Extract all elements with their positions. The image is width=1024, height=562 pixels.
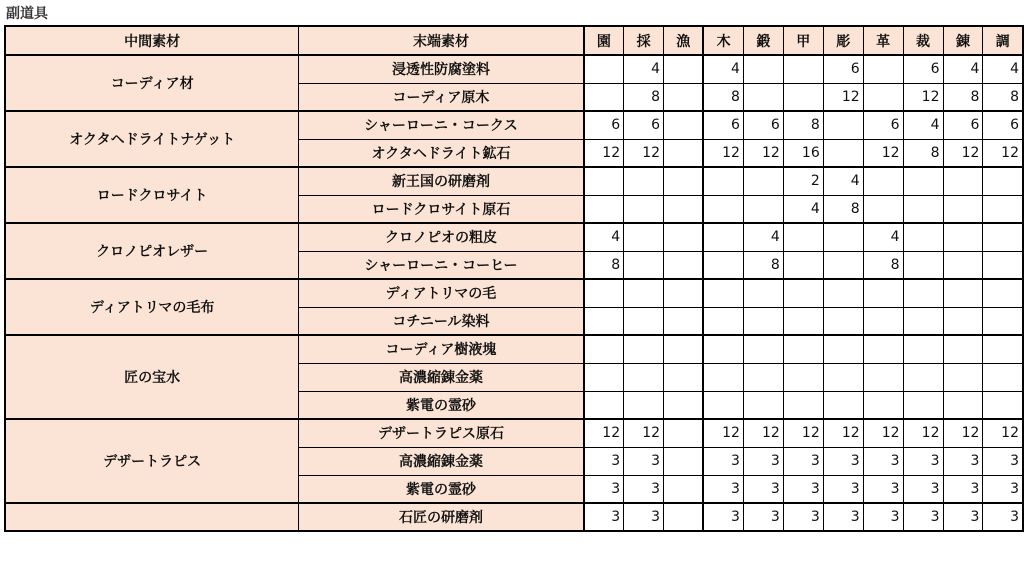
quantity-cell[interactable] <box>584 363 624 391</box>
quantity-cell[interactable]: 4 <box>703 55 743 83</box>
quantity-cell[interactable]: 2 <box>783 167 823 195</box>
quantity-cell[interactable] <box>703 195 743 223</box>
quantity-cell[interactable] <box>703 391 743 419</box>
quantity-cell[interactable] <box>823 363 863 391</box>
quantity-cell[interactable] <box>943 363 983 391</box>
quantity-cell[interactable]: 8 <box>624 83 664 111</box>
quantity-cell[interactable]: 8 <box>703 83 743 111</box>
quantity-cell[interactable] <box>743 167 783 195</box>
quantity-cell[interactable] <box>903 363 943 391</box>
quantity-cell[interactable]: 3 <box>703 503 743 531</box>
quantity-cell[interactable]: 3 <box>863 475 903 503</box>
quantity-cell[interactable]: 6 <box>823 55 863 83</box>
terminal-material-cell[interactable]: 紫電の霊砂 <box>299 391 584 419</box>
quantity-cell[interactable]: 6 <box>584 111 624 139</box>
quantity-cell[interactable] <box>624 391 664 419</box>
terminal-material-cell[interactable]: クロノピオの粗皮 <box>299 223 584 251</box>
quantity-cell[interactable] <box>743 279 783 307</box>
quantity-cell[interactable] <box>783 335 823 363</box>
intermediate-material-cell[interactable]: コーディア材 <box>5 55 299 111</box>
quantity-cell[interactable]: 8 <box>903 139 943 167</box>
quantity-cell[interactable]: 4 <box>903 111 943 139</box>
quantity-cell[interactable] <box>823 223 863 251</box>
quantity-cell[interactable] <box>823 391 863 419</box>
quantity-cell[interactable]: 8 <box>823 195 863 223</box>
intermediate-material-cell[interactable]: ディアトリマの毛布 <box>5 279 299 335</box>
quantity-cell[interactable] <box>664 419 704 447</box>
quantity-cell[interactable]: 3 <box>624 447 664 475</box>
quantity-cell[interactable] <box>783 307 823 335</box>
quantity-cell[interactable] <box>664 251 704 279</box>
quantity-cell[interactable] <box>903 391 943 419</box>
quantity-cell[interactable] <box>983 167 1023 195</box>
quantity-cell[interactable]: 3 <box>624 503 664 531</box>
quantity-cell[interactable]: 6 <box>703 111 743 139</box>
header-craft[interactable]: 彫 <box>823 26 863 55</box>
quantity-cell[interactable]: 8 <box>584 251 624 279</box>
table-row <box>5 167 1023 195</box>
terminal-material-cell[interactable]: オクタヘドライト鉱石 <box>299 139 584 167</box>
quantity-cell[interactable] <box>903 223 943 251</box>
quantity-cell[interactable]: 3 <box>943 503 983 531</box>
quantity-cell[interactable]: 16 <box>783 139 823 167</box>
sheet-title: 副道具 <box>6 6 48 22</box>
terminal-material-cell[interactable]: 石匠の研磨剤 <box>299 503 584 531</box>
quantity-cell[interactable] <box>943 167 983 195</box>
quantity-cell[interactable]: 6 <box>743 111 783 139</box>
quantity-cell[interactable]: 4 <box>983 55 1023 83</box>
quantity-cell[interactable] <box>823 111 863 139</box>
header-terminal[interactable]: 末端素材 <box>299 26 584 55</box>
quantity-cell[interactable]: 3 <box>983 475 1023 503</box>
quantity-cell[interactable]: 3 <box>823 447 863 475</box>
quantity-cell[interactable] <box>903 167 943 195</box>
header-craft[interactable]: 錬 <box>943 26 983 55</box>
quantity-cell[interactable] <box>743 55 783 83</box>
quantity-cell[interactable] <box>624 335 664 363</box>
quantity-cell[interactable] <box>943 335 983 363</box>
quantity-cell[interactable]: 8 <box>983 83 1023 111</box>
quantity-cell[interactable]: 8 <box>783 111 823 139</box>
header-craft[interactable]: 漁 <box>664 26 704 55</box>
quantity-cell[interactable]: 3 <box>703 475 743 503</box>
terminal-material-cell[interactable]: 新王国の研磨剤 <box>299 167 584 195</box>
quantity-cell[interactable] <box>703 335 743 363</box>
quantity-cell[interactable] <box>584 335 624 363</box>
header-craft[interactable]: 鍛 <box>743 26 783 55</box>
quantity-cell[interactable] <box>903 307 943 335</box>
header-intermediate[interactable]: 中間素材 <box>5 26 299 55</box>
quantity-cell[interactable] <box>703 363 743 391</box>
quantity-cell[interactable] <box>584 195 624 223</box>
quantity-cell[interactable]: 3 <box>743 475 783 503</box>
table-row <box>5 279 1023 307</box>
quantity-cell[interactable] <box>743 335 783 363</box>
quantity-cell[interactable] <box>743 363 783 391</box>
quantity-cell[interactable] <box>664 447 704 475</box>
quantity-cell[interactable]: 3 <box>903 503 943 531</box>
quantity-cell[interactable]: 3 <box>783 503 823 531</box>
materials-table <box>4 25 1024 532</box>
quantity-cell[interactable] <box>823 139 863 167</box>
quantity-cell[interactable] <box>664 363 704 391</box>
quantity-cell[interactable]: 12 <box>584 419 624 447</box>
quantity-cell[interactable]: 4 <box>783 195 823 223</box>
quantity-cell[interactable] <box>624 279 664 307</box>
quantity-cell[interactable]: 3 <box>584 447 624 475</box>
quantity-cell[interactable] <box>823 307 863 335</box>
quantity-cell[interactable]: 8 <box>743 251 783 279</box>
intermediate-material-cell[interactable]: デザートラピス <box>5 419 299 503</box>
quantity-cell[interactable] <box>664 83 704 111</box>
quantity-cell[interactable]: 3 <box>783 447 823 475</box>
quantity-cell[interactable]: 12 <box>624 139 664 167</box>
quantity-cell[interactable]: 12 <box>743 139 783 167</box>
quantity-cell[interactable]: 6 <box>624 111 664 139</box>
quantity-cell[interactable] <box>983 363 1023 391</box>
quantity-cell[interactable] <box>903 195 943 223</box>
quantity-cell[interactable] <box>943 223 983 251</box>
table-row <box>5 419 1023 447</box>
quantity-cell[interactable] <box>863 391 903 419</box>
quantity-cell[interactable]: 12 <box>903 419 943 447</box>
header-craft[interactable]: 園 <box>584 26 624 55</box>
quantity-cell[interactable]: 3 <box>943 475 983 503</box>
quantity-cell[interactable] <box>863 307 903 335</box>
quantity-cell[interactable] <box>703 307 743 335</box>
header-craft[interactable]: 革 <box>863 26 903 55</box>
header-craft[interactable]: 甲 <box>783 26 823 55</box>
quantity-cell[interactable] <box>584 307 624 335</box>
quantity-cell[interactable] <box>823 279 863 307</box>
quantity-cell[interactable] <box>664 167 704 195</box>
table-row <box>5 111 1023 139</box>
quantity-cell[interactable] <box>983 195 1023 223</box>
quantity-cell[interactable] <box>983 307 1023 335</box>
quantity-cell[interactable]: 3 <box>863 447 903 475</box>
quantity-cell[interactable]: 12 <box>983 139 1023 167</box>
quantity-cell[interactable] <box>664 391 704 419</box>
quantity-cell[interactable]: 4 <box>584 223 624 251</box>
quantity-cell[interactable] <box>624 307 664 335</box>
quantity-cell[interactable] <box>943 307 983 335</box>
quantity-cell[interactable] <box>703 167 743 195</box>
quantity-cell[interactable]: 3 <box>743 503 783 531</box>
quantity-cell[interactable] <box>664 475 704 503</box>
quantity-cell[interactable]: 3 <box>703 447 743 475</box>
quantity-cell[interactable] <box>584 55 624 83</box>
quantity-cell[interactable] <box>983 391 1023 419</box>
terminal-material-cell[interactable]: 高濃縮錬金薬 <box>299 447 584 475</box>
quantity-cell[interactable]: 6 <box>943 111 983 139</box>
quantity-cell[interactable]: 6 <box>903 55 943 83</box>
quantity-cell[interactable]: 3 <box>903 447 943 475</box>
quantity-cell[interactable]: 3 <box>624 475 664 503</box>
header-row <box>5 26 1023 55</box>
quantity-cell[interactable]: 3 <box>823 475 863 503</box>
quantity-cell[interactable] <box>664 223 704 251</box>
quantity-cell[interactable] <box>823 335 863 363</box>
quantity-cell[interactable]: 12 <box>624 419 664 447</box>
quantity-cell[interactable] <box>743 195 783 223</box>
quantity-cell[interactable] <box>863 279 903 307</box>
quantity-cell[interactable] <box>863 55 903 83</box>
terminal-material-cell[interactable]: シャーローニ・コークス <box>299 111 584 139</box>
quantity-cell[interactable]: 12 <box>983 419 1023 447</box>
quantity-cell[interactable]: 12 <box>903 83 943 111</box>
intermediate-material-cell[interactable]: 匠の宝水 <box>5 335 299 419</box>
quantity-cell[interactable]: 12 <box>703 139 743 167</box>
quantity-cell[interactable]: 4 <box>943 55 983 83</box>
quantity-cell[interactable] <box>863 195 903 223</box>
quantity-cell[interactable]: 3 <box>903 475 943 503</box>
quantity-cell[interactable]: 4 <box>863 223 903 251</box>
quantity-cell[interactable] <box>783 391 823 419</box>
quantity-cell[interactable] <box>664 195 704 223</box>
quantity-cell[interactable]: 3 <box>584 475 624 503</box>
quantity-cell[interactable]: 12 <box>703 419 743 447</box>
quantity-cell[interactable]: 12 <box>943 419 983 447</box>
quantity-cell[interactable] <box>664 335 704 363</box>
quantity-cell[interactable]: 12 <box>823 419 863 447</box>
quantity-cell[interactable] <box>823 251 863 279</box>
quantity-cell[interactable] <box>584 279 624 307</box>
intermediate-material-cell[interactable]: ロードクロサイト <box>5 167 299 223</box>
quantity-cell[interactable]: 6 <box>983 111 1023 139</box>
quantity-cell[interactable] <box>664 139 704 167</box>
terminal-material-cell[interactable]: ロードクロサイト原石 <box>299 195 584 223</box>
quantity-cell[interactable] <box>664 503 704 531</box>
quantity-cell[interactable] <box>783 83 823 111</box>
quantity-cell[interactable] <box>943 279 983 307</box>
quantity-cell[interactable] <box>584 391 624 419</box>
quantity-cell[interactable]: 12 <box>584 139 624 167</box>
header-craft[interactable]: 木 <box>703 26 743 55</box>
quantity-cell[interactable]: 12 <box>863 419 903 447</box>
quantity-cell[interactable]: 12 <box>943 139 983 167</box>
quantity-cell[interactable]: 3 <box>743 447 783 475</box>
quantity-cell[interactable]: 4 <box>624 55 664 83</box>
quantity-cell[interactable] <box>983 223 1023 251</box>
quantity-cell[interactable] <box>983 251 1023 279</box>
quantity-cell[interactable]: 3 <box>983 503 1023 531</box>
quantity-cell[interactable] <box>983 279 1023 307</box>
quantity-cell[interactable]: 12 <box>823 83 863 111</box>
quantity-cell[interactable] <box>783 223 823 251</box>
quantity-cell[interactable] <box>624 363 664 391</box>
quantity-cell[interactable] <box>783 55 823 83</box>
terminal-material-cell[interactable]: コーディア樹液塊 <box>299 335 584 363</box>
quantity-cell[interactable] <box>584 167 624 195</box>
quantity-cell[interactable] <box>624 195 664 223</box>
header-craft[interactable]: 採 <box>624 26 664 55</box>
quantity-cell[interactable] <box>664 111 704 139</box>
quantity-cell[interactable] <box>664 55 704 83</box>
terminal-material-cell[interactable]: 紫電の霊砂 <box>299 475 584 503</box>
terminal-material-cell[interactable]: ディアトリマの毛 <box>299 279 584 307</box>
header-craft[interactable]: 調 <box>983 26 1023 55</box>
quantity-cell[interactable]: 4 <box>823 167 863 195</box>
intermediate-material-cell[interactable] <box>5 503 299 531</box>
quantity-cell[interactable] <box>863 335 903 363</box>
quantity-cell[interactable] <box>703 223 743 251</box>
quantity-cell[interactable]: 4 <box>743 223 783 251</box>
quantity-cell[interactable]: 3 <box>584 503 624 531</box>
quantity-cell[interactable] <box>863 167 903 195</box>
terminal-material-cell[interactable]: 高濃縮錬金薬 <box>299 363 584 391</box>
quantity-cell[interactable] <box>783 251 823 279</box>
quantity-cell[interactable]: 12 <box>743 419 783 447</box>
quantity-cell[interactable] <box>783 279 823 307</box>
table-row <box>5 503 1023 531</box>
quantity-cell[interactable]: 12 <box>863 139 903 167</box>
quantity-cell[interactable] <box>584 83 624 111</box>
quantity-cell[interactable]: 3 <box>983 447 1023 475</box>
quantity-cell[interactable] <box>664 279 704 307</box>
quantity-cell[interactable] <box>943 195 983 223</box>
quantity-cell[interactable]: 3 <box>863 503 903 531</box>
quantity-cell[interactable] <box>903 251 943 279</box>
quantity-cell[interactable] <box>703 251 743 279</box>
quantity-cell[interactable]: 8 <box>863 251 903 279</box>
quantity-cell[interactable] <box>943 391 983 419</box>
quantity-cell[interactable] <box>863 363 903 391</box>
terminal-material-cell[interactable]: コーディア原木 <box>299 83 584 111</box>
quantity-cell[interactable] <box>624 223 664 251</box>
quantity-cell[interactable] <box>863 83 903 111</box>
terminal-material-cell[interactable]: シャーローニ・コーヒー <box>299 251 584 279</box>
quantity-cell[interactable] <box>743 391 783 419</box>
quantity-cell[interactable] <box>903 279 943 307</box>
terminal-material-cell[interactable]: コチニール染料 <box>299 307 584 335</box>
quantity-cell[interactable] <box>664 307 704 335</box>
quantity-cell[interactable] <box>903 335 943 363</box>
quantity-cell[interactable] <box>743 307 783 335</box>
quantity-cell[interactable] <box>783 363 823 391</box>
quantity-cell[interactable]: 12 <box>783 419 823 447</box>
intermediate-material-cell[interactable]: クロノピオレザー <box>5 223 299 279</box>
quantity-cell[interactable] <box>943 251 983 279</box>
quantity-cell[interactable] <box>703 279 743 307</box>
quantity-cell[interactable] <box>743 83 783 111</box>
quantity-cell[interactable]: 3 <box>823 503 863 531</box>
terminal-material-cell[interactable]: デザートラピス原石 <box>299 419 584 447</box>
quantity-cell[interactable]: 6 <box>863 111 903 139</box>
table-row <box>5 335 1023 363</box>
quantity-cell[interactable] <box>624 167 664 195</box>
quantity-cell[interactable]: 8 <box>943 83 983 111</box>
terminal-material-cell[interactable]: 浸透性防腐塗料 <box>299 55 584 83</box>
quantity-cell[interactable]: 3 <box>783 475 823 503</box>
table-body <box>5 55 1023 531</box>
header-craft[interactable]: 裁 <box>903 26 943 55</box>
table-row <box>5 55 1023 83</box>
quantity-cell[interactable] <box>624 251 664 279</box>
intermediate-material-cell[interactable]: オクタヘドライトナゲット <box>5 111 299 167</box>
table-row <box>5 223 1023 251</box>
quantity-cell[interactable]: 3 <box>943 447 983 475</box>
quantity-cell[interactable] <box>983 335 1023 363</box>
